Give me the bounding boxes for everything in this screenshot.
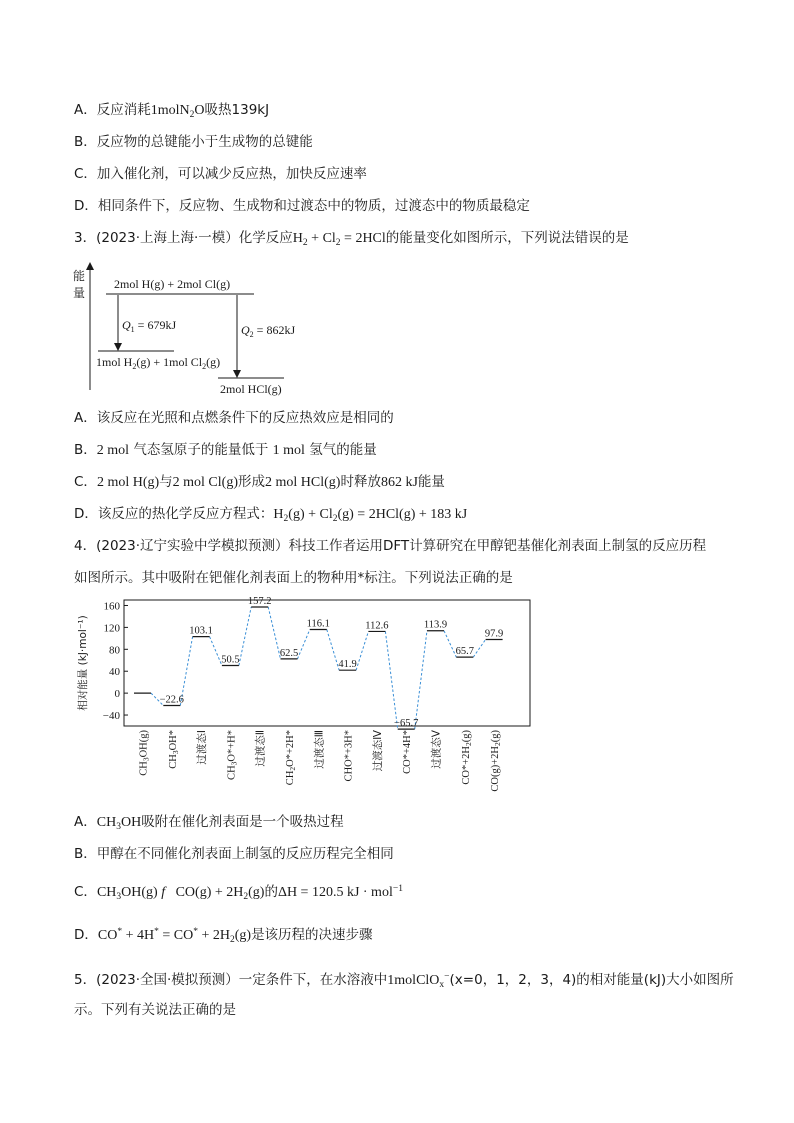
- category-label-part: CH: [226, 765, 238, 780]
- value-label: 50.5: [221, 654, 240, 666]
- q2-option-a: A．反应消耗1molN$_2$O吸热139kJ: [74, 102, 270, 120]
- category-label-part: 3: [141, 757, 151, 762]
- connector-dashed: [298, 630, 310, 659]
- category-label-part: 2: [493, 742, 503, 746]
- value-label: 157.2: [247, 596, 272, 608]
- q5-stem-line2: 示。下列有关说法正确的是: [74, 1002, 236, 1018]
- connector-dashed: [473, 639, 485, 657]
- value-label: 97.9: [484, 628, 504, 640]
- value-label: −22.6: [159, 694, 184, 706]
- q3-option-d: D．该反应的热化学反应方程式：$H_2(g) + Cl_2(g) = 2HCl(g) + 183$ kJ: [74, 506, 468, 524]
- category-label: [139, 730, 151, 776]
- category-label-text: [226, 730, 238, 780]
- q3-stem: 3．(2023·上海上海·一模）化学反应$H_2 + Cl_2 = 2HCl$的能量变化如图所示，下列说法错误的是: [74, 230, 629, 248]
- category-label-part: 3: [170, 750, 180, 755]
- q4-stem-line2: 如图所示。其中吸附在钯催化剂表面上的物种用*标注。下列说法正确的是: [74, 570, 513, 586]
- category-label: [402, 730, 413, 774]
- category-label-part: CO(g)+2H: [490, 746, 502, 792]
- value-label: −65.7: [394, 718, 419, 730]
- value-label: 103.1: [189, 625, 213, 637]
- value-label: 41.9: [338, 659, 357, 671]
- category-label-part: 2: [288, 766, 297, 771]
- category-label-part: CO*+2H: [460, 746, 472, 785]
- y-tick-label: −40: [102, 710, 120, 723]
- category-label: [344, 730, 355, 781]
- q4-stem-line1: 4．(2023·辽宁实验中学模拟预测）科技工作者运用DFT计算研究在甲醇钯基催化剂表面上制氢的反应历程: [74, 538, 707, 554]
- category-label-part: O*+2H*: [285, 730, 296, 767]
- category-label-text: [461, 730, 473, 785]
- q2-option-b: B．反应物的总键能小于生成物的总键能: [74, 134, 313, 150]
- category-label-part: (g): [490, 730, 502, 743]
- q3-option-c: C．2 mol H(g)与2 mol Cl(g)形成2 mol HCl(g)时释放862 kJ能量: [74, 474, 445, 490]
- category-label-text: 过渡态Ⅰ: [196, 730, 209, 765]
- category-label-text: CO*+4H*: [402, 730, 414, 774]
- q4-option-b: B．甲醇在不同催化剂表面上制氢的反应历程完全相同: [74, 846, 394, 862]
- y-tick-label: 40: [109, 666, 120, 679]
- value-label: 112.6: [365, 620, 389, 632]
- category-label-text: CHO*+3H*: [343, 730, 355, 782]
- category-label: [226, 730, 238, 780]
- category-label-text: [285, 730, 297, 785]
- connector-dashed: [268, 607, 280, 659]
- category-label: [312, 730, 325, 769]
- q3-option-a: A．该反应在光照和点燃条件下的反应热效应是相同的: [74, 410, 394, 426]
- y-tick-label: 120: [103, 622, 120, 635]
- category-label-part: OH(g): [138, 730, 150, 758]
- category-label-part: CH: [138, 761, 150, 776]
- y-tick-label: 0: [114, 688, 120, 701]
- category-label: [490, 730, 502, 792]
- y-tick-label: 160: [103, 600, 120, 613]
- category-label-part: (g): [460, 730, 472, 743]
- y-axis-label: 相对能量 (kJ·mol⁻¹): [77, 615, 89, 711]
- level-bottom-label: 2mol HCl(g): [220, 382, 282, 396]
- category-label-text: [139, 730, 151, 776]
- category-label: [285, 730, 297, 785]
- category-label-part: O*+H*: [226, 730, 238, 762]
- q1-label: $Q_1 = 679kJ$: [122, 318, 177, 334]
- connector-dashed: [210, 637, 222, 666]
- q4-energy-profile-chart: [70, 596, 540, 800]
- category-label: [254, 730, 267, 767]
- category-label-text: 过渡态Ⅳ: [371, 730, 384, 772]
- category-label-part: 3: [229, 761, 239, 766]
- value-label: 116.1: [306, 618, 330, 630]
- category-label: [430, 729, 443, 768]
- category-label: [195, 730, 208, 765]
- category-label: [371, 730, 384, 771]
- category-label-text: 过渡态Ⅴ: [430, 730, 443, 769]
- connector-dashed: [356, 631, 368, 670]
- y-axis-label-1: 能: [73, 269, 86, 283]
- connector-dashed: [239, 607, 251, 665]
- q2-option-d: D．相同条件下，反应物、生成物和过渡态中的物质，过渡态中的物质最稳定: [74, 198, 530, 214]
- connector-dashed: [415, 631, 427, 729]
- value-label: 113.9: [423, 619, 448, 631]
- connector-dashed: [444, 631, 456, 657]
- q4-option-d: D．$CO^* + 4H^* = CO^* + 2H_2(g)$是该历程的决速步骤: [74, 927, 373, 945]
- connector-dashed: [385, 631, 397, 729]
- value-label: 62.5: [279, 647, 299, 659]
- category-label-part: 2: [463, 742, 473, 746]
- category-label-text: 过渡态Ⅱ: [254, 730, 267, 767]
- category-label-part: OH*: [167, 730, 179, 751]
- category-label-text: 过渡态Ⅲ: [313, 730, 326, 769]
- value-label: 65.7: [455, 646, 474, 658]
- category-label-text: [168, 730, 180, 769]
- q3-option-b: B．2 mol 气态氢原子的能量低于 1 mol 氢气的能量: [74, 442, 377, 458]
- y-tick-label: 80: [109, 644, 120, 657]
- category-label: [461, 730, 473, 785]
- q4-option-c: C．$CH_3OH(g)$ f $CO(g) + 2H_2(g)$的ΔH = 120.5 kJ · mol$^{-1}$: [74, 884, 403, 902]
- level-top-label: 2mol H(g) + 2mol Cl(g): [114, 277, 231, 291]
- q3-energy-diagram: [70, 258, 320, 398]
- category-label-part: CH: [167, 754, 179, 769]
- y-axis-label-2: 量: [73, 286, 86, 300]
- connector-dashed: [327, 630, 339, 671]
- q2-option-c: C．加入催化剂，可以减少反应热，加快反应速率: [74, 166, 367, 182]
- category-label-text: [490, 730, 502, 792]
- level-mid-label: 1mol $H_2(g) + 1mol$ $Cl_2(g)$: [96, 355, 221, 371]
- q5-stem-line1: 5．(2023·全国·模拟预测）一定条件下，在水溶液中1molClO$_x$−(x=0，1，2，3，4)的相对能量(kJ)大小如图所: [74, 972, 734, 990]
- category-label-part: CH: [285, 770, 296, 786]
- q4-option-a: A．$CH_3OH$吸附在催化剂表面是一个吸热过程: [74, 814, 344, 832]
- q2-label: $Q_2 = 862kJ$: [241, 323, 296, 339]
- category-label: [168, 730, 180, 769]
